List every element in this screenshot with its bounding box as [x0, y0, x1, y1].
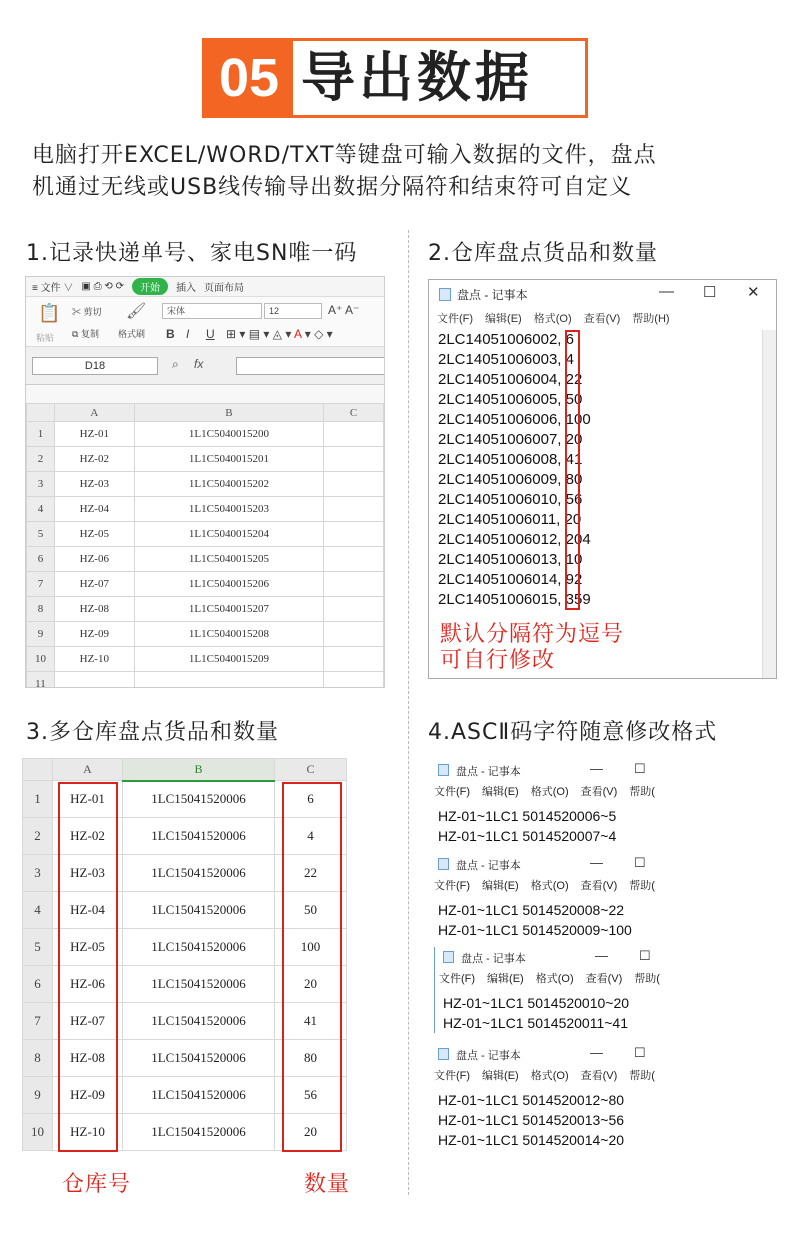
menu-file[interactable]: 文件(F): [439, 973, 476, 985]
row-header[interactable]: 2: [27, 447, 55, 472]
separator: ,: [557, 391, 562, 408]
table-row: [27, 622, 384, 647]
text-line: [438, 550, 776, 570]
separator: ,: [557, 371, 562, 388]
text-line: [438, 530, 776, 550]
text-line: [438, 490, 776, 510]
tab-page-layout[interactable]: 页面布局: [203, 283, 244, 294]
item-qty: 20: [565, 431, 583, 448]
maximize-icon[interactable]: ☐: [634, 761, 646, 776]
item-code: 2LC14051006006: [438, 411, 558, 428]
menu-file[interactable]: 文件(F): [434, 880, 471, 892]
text-line: [438, 410, 776, 430]
cell-c[interactable]: [324, 647, 384, 672]
section-badge: [202, 38, 588, 118]
cell-a[interactable]: HZ-10: [54, 647, 134, 672]
warehouse-highlight: [58, 782, 118, 1152]
menu-help[interactable]: 帮助(: [629, 1070, 655, 1082]
text-line: HZ-01~1LC1 5014520013~56: [438, 1112, 625, 1128]
cell-a[interactable]: HZ-07: [54, 572, 134, 597]
item-code: 2LC14051006002: [438, 331, 558, 348]
row-header[interactable]: 10: [27, 647, 55, 672]
note-line-1: 默认分隔符为逗号: [440, 622, 625, 647]
font-size-select[interactable]: 12: [264, 303, 322, 319]
paste-icon[interactable]: 📋: [38, 303, 61, 323]
mini-notepad-2: [430, 854, 700, 940]
cell-b[interactable]: [134, 672, 324, 689]
text-line: [438, 350, 776, 370]
mini-notepad-3: [434, 947, 704, 1033]
intro-line-2: 机通过无线或USB线传输导出数据分隔符和结束符可自定义: [32, 175, 633, 200]
menu-edit[interactable]: 编辑(E): [485, 313, 522, 325]
cell-c[interactable]: 41: [275, 1003, 347, 1040]
menu-file[interactable]: 文件(F): [437, 313, 474, 325]
cell-b[interactable]: 1L1C5040015200: [134, 422, 324, 447]
cell-c[interactable]: 50: [275, 892, 347, 929]
text-line: [438, 570, 776, 590]
copy-label: 复制: [80, 329, 99, 339]
col-header-b[interactable]: B: [134, 404, 324, 422]
cell-c[interactable]: 100: [275, 929, 347, 966]
cell-b[interactable]: 1LC15041520006: [123, 781, 275, 818]
formula-input[interactable]: [236, 357, 385, 375]
font-select[interactable]: 宋体: [162, 303, 262, 319]
menu-view[interactable]: 查看(V): [580, 786, 618, 798]
cell-a[interactable]: HZ-03: [54, 472, 134, 497]
separator: ,: [557, 531, 562, 548]
text-line: [438, 330, 776, 350]
table-row: [27, 597, 384, 622]
text-line: HZ-01~1LC1 5014520006~5: [438, 808, 617, 824]
cell-b[interactable]: 1LC15041520006: [123, 855, 275, 892]
separator: ,: [557, 351, 562, 368]
tab-start[interactable]: 开始: [132, 278, 168, 295]
cell-c[interactable]: 20: [275, 1114, 347, 1151]
cell-b[interactable]: 1L1C5040015207: [134, 597, 324, 622]
text-line: [438, 390, 776, 410]
table-row: [27, 672, 384, 689]
menu-help[interactable]: 帮助(: [629, 786, 655, 798]
cell-b[interactable]: 1L1C5040015208: [134, 622, 324, 647]
minimize-icon[interactable]: —: [595, 948, 608, 963]
table-row: [27, 647, 384, 672]
border-icon[interactable]: ⊞ ▾ ▤ ▾ ◬ ▾ A ▾ ◇ ▾: [226, 327, 333, 341]
quantity-label: 数量: [304, 1172, 351, 1197]
cell-b[interactable]: 1L1C5040015209: [134, 647, 324, 672]
item-code: 2LC14051006012: [438, 531, 558, 548]
cell-c[interactable]: 4: [275, 818, 347, 855]
warehouse-label: 仓库号: [62, 1172, 132, 1197]
cell-b[interactable]: 1LC15041520006: [123, 1040, 275, 1077]
item-qty: 50: [565, 391, 583, 408]
save-icon[interactable]: ▣ ⎙ ⟲ ⟳: [81, 281, 124, 292]
row-header[interactable]: 6: [27, 547, 55, 572]
cell-c[interactable]: 22: [275, 855, 347, 892]
maximize-icon[interactable]: ☐: [634, 1045, 646, 1060]
cell-b[interactable]: 1L1C5040015201: [134, 447, 324, 472]
menu-bar: [430, 782, 700, 800]
separator: ,: [557, 571, 562, 588]
item-qty: 80: [565, 471, 583, 488]
ribbon: [26, 297, 384, 347]
item-code: 2LC14051006014: [438, 571, 558, 588]
menu-file[interactable]: ≡ 文件 ∨: [32, 283, 74, 294]
close-icon[interactable]: ✕: [747, 284, 760, 301]
row-header[interactable]: 8: [27, 597, 55, 622]
text-line: [438, 430, 776, 450]
notepad-icon: [439, 288, 451, 301]
section-number: 05: [205, 41, 293, 115]
item-code: 2LC14051006003: [438, 351, 558, 368]
window-title: 盘点 - 记事本: [456, 1050, 521, 1062]
bold-button[interactable]: B: [166, 327, 175, 341]
cell-c[interactable]: [324, 672, 384, 689]
cut-button[interactable]: ✂ 剪切: [72, 307, 102, 317]
cell-c[interactable]: 6: [275, 781, 347, 818]
item-code: 2LC14051006004: [438, 371, 558, 388]
separator: ,: [557, 431, 562, 448]
item-qty: 56: [565, 491, 583, 508]
cell-a[interactable]: HZ-04: [54, 497, 134, 522]
cell-a[interactable]: [54, 672, 134, 689]
item-qty: 22: [565, 371, 583, 388]
note-line-2: 可自行修改: [440, 648, 556, 673]
menu-edit[interactable]: 编辑(E): [487, 973, 524, 985]
text-line: HZ-01~1LC1 5014520009~100: [438, 922, 632, 938]
cell-b[interactable]: 1LC15041520006: [123, 966, 275, 1003]
section3-title: 3.多仓库盘点货品和数量: [26, 720, 279, 745]
menu-file[interactable]: 文件(F): [434, 786, 471, 798]
table-row: [27, 447, 384, 472]
menu-bar: [430, 1066, 700, 1084]
title-bar: [430, 1044, 700, 1066]
menu-view[interactable]: 查看(V): [583, 313, 621, 325]
minimize-icon[interactable]: —: [659, 283, 674, 300]
section4-title: 4.ASCⅡ码字符随意修改格式: [428, 720, 718, 745]
text-line: HZ-01~1LC1 5014520014~20: [438, 1132, 625, 1148]
text-line: [438, 370, 776, 390]
menu-edit[interactable]: 编辑(E): [482, 786, 519, 798]
select-all-corner[interactable]: [27, 404, 55, 422]
item-code: 2LC14051006015: [438, 591, 558, 608]
title-bar: [435, 947, 704, 969]
cell-b[interactable]: 1LC15041520006: [123, 892, 275, 929]
row-header[interactable]: 3: [27, 472, 55, 497]
text-line: [438, 450, 776, 470]
text-line: [438, 590, 776, 610]
cell-a[interactable]: HZ-03: [53, 855, 123, 892]
item-code: 2LC14051006007: [438, 431, 558, 448]
maximize-icon[interactable]: ☐: [634, 855, 646, 870]
cell-a[interactable]: HZ-05: [54, 522, 134, 547]
item-code: 2LC14051006005: [438, 391, 558, 408]
select-all-corner[interactable]: [23, 759, 53, 781]
item-code: 2LC14051006013: [438, 551, 558, 568]
menu-help[interactable]: 帮助(H): [632, 313, 670, 325]
item-qty: 100: [565, 411, 591, 428]
table-row: [27, 472, 384, 497]
row-header[interactable]: 7: [27, 572, 55, 597]
menu-view[interactable]: 查看(V): [585, 973, 623, 985]
cell-c[interactable]: [324, 447, 384, 472]
maximize-icon[interactable]: ☐: [639, 948, 651, 963]
cell-a[interactable]: HZ-01: [53, 781, 123, 818]
cell-a[interactable]: HZ-02: [54, 447, 134, 472]
spreadsheet-window: [25, 276, 385, 688]
cell-b[interactable]: 1LC15041520006: [123, 1003, 275, 1040]
menu-format[interactable]: 格式(O): [535, 973, 574, 985]
item-code: 2LC14051006008: [438, 451, 558, 468]
menu-bar: [430, 876, 700, 894]
row-header[interactable]: 11: [27, 672, 55, 689]
menu-format[interactable]: 格式(O): [533, 313, 572, 325]
cell-c[interactable]: [324, 522, 384, 547]
maximize-icon[interactable]: ☐: [703, 284, 717, 301]
minimize-icon[interactable]: —: [590, 1045, 603, 1060]
window-title: 盘点 - 记事本: [456, 766, 521, 778]
item-qty: 41: [565, 451, 583, 468]
separator: ,: [556, 511, 561, 528]
notepad-window: [428, 279, 777, 679]
row-header[interactable]: 9: [23, 1077, 53, 1114]
cell-b[interactable]: 1L1C5040015203: [134, 497, 324, 522]
cell-a[interactable]: HZ-09: [53, 1077, 123, 1114]
cell-c[interactable]: [324, 472, 384, 497]
cell-c[interactable]: 56: [275, 1077, 347, 1114]
menu-bar: [429, 308, 776, 328]
cell-b[interactable]: 1L1C5040015202: [134, 472, 324, 497]
row-header[interactable]: 9: [27, 622, 55, 647]
separator: ,: [557, 331, 562, 348]
cell-a[interactable]: HZ-04: [53, 892, 123, 929]
text-line: HZ-01~1LC1 5014520010~20: [443, 995, 630, 1011]
separator-highlight: [565, 330, 580, 610]
title-bar: [430, 854, 700, 876]
item-code: 2LC14051006011: [438, 511, 557, 528]
text-area[interactable]: [429, 328, 776, 610]
separator: ,: [557, 491, 562, 508]
table-row: [27, 547, 384, 572]
cell-a[interactable]: HZ-05: [53, 929, 123, 966]
row-header[interactable]: 5: [27, 522, 55, 547]
cell-a[interactable]: HZ-08: [53, 1040, 123, 1077]
cell-a[interactable]: HZ-07: [53, 1003, 123, 1040]
row-header[interactable]: 2: [23, 818, 53, 855]
cell-c[interactable]: [324, 597, 384, 622]
item-qty: 359: [565, 591, 591, 608]
separator: ,: [557, 471, 562, 488]
cell-a[interactable]: HZ-08: [54, 597, 134, 622]
paste-label[interactable]: 粘贴: [36, 333, 55, 343]
minimize-icon[interactable]: —: [590, 761, 603, 776]
row-header[interactable]: 4: [27, 497, 55, 522]
separator: ,: [557, 551, 562, 568]
table-row: [27, 572, 384, 597]
col-header-c[interactable]: C: [275, 759, 347, 781]
item-qty: 92: [565, 571, 583, 588]
cell-b[interactable]: 1L1C5040015206: [134, 572, 324, 597]
separator: ,: [557, 451, 562, 468]
menu-view[interactable]: 查看(V): [580, 880, 618, 892]
col-header-b[interactable]: B: [123, 759, 275, 781]
zoom-icon[interactable]: ⌕: [172, 357, 179, 371]
menu-edit[interactable]: 编辑(E): [482, 880, 519, 892]
col-header-a[interactable]: A: [54, 404, 134, 422]
table-row: [27, 497, 384, 522]
underline-button[interactable]: U: [206, 327, 215, 341]
row-header[interactable]: 8: [23, 1040, 53, 1077]
window-title: 盘点 - 记事本: [457, 288, 528, 302]
row-header[interactable]: 7: [23, 1003, 53, 1040]
menu-edit[interactable]: 编辑(E): [482, 1070, 519, 1082]
row-header[interactable]: 1: [27, 422, 55, 447]
row-header[interactable]: 4: [23, 892, 53, 929]
table-row: [27, 522, 384, 547]
item-code: 2LC14051006009: [438, 471, 558, 488]
notepad-icon: [438, 1048, 449, 1060]
cell-a[interactable]: HZ-01: [54, 422, 134, 447]
cell-c[interactable]: [324, 497, 384, 522]
col-header-c[interactable]: C: [324, 404, 384, 422]
italic-button[interactable]: I: [186, 327, 190, 341]
row-header[interactable]: 10: [23, 1114, 53, 1151]
item-qty: 204: [565, 531, 591, 548]
sheet-grid: [26, 403, 384, 688]
window-title: 盘点 - 记事本: [456, 860, 521, 872]
name-box[interactable]: D18: [32, 357, 158, 375]
text-line: HZ-01~1LC1 5014520007~4: [438, 828, 617, 844]
tab-insert[interactable]: 插入: [175, 283, 196, 294]
menu-format[interactable]: 格式(O): [530, 880, 569, 892]
cell-b[interactable]: 1L1C5040015205: [134, 547, 324, 572]
separator: ,: [557, 591, 562, 608]
cell-a[interactable]: HZ-06: [54, 547, 134, 572]
menu-bar: [435, 969, 704, 987]
formula-bar: [26, 347, 384, 385]
title-bar: [430, 760, 700, 782]
cell-b[interactable]: 1LC15041520006: [123, 1114, 275, 1151]
item-qty: 10: [565, 551, 583, 568]
item-qty: 4: [565, 351, 574, 368]
text-line: [438, 470, 776, 490]
notepad-icon: [443, 951, 454, 963]
menu-help[interactable]: 帮助(: [634, 973, 660, 985]
cell-b[interactable]: 1LC15041520006: [123, 1077, 275, 1114]
row-header[interactable]: 1: [23, 781, 53, 818]
notepad-icon: [438, 858, 449, 870]
table-row: [27, 422, 384, 447]
quantity-highlight: [282, 782, 342, 1152]
cell-a[interactable]: HZ-09: [54, 622, 134, 647]
cell-b[interactable]: 1LC15041520006: [123, 818, 275, 855]
text-line: [438, 510, 776, 530]
column-divider: [408, 230, 409, 1195]
cell-b[interactable]: 1LC15041520006: [123, 929, 275, 966]
cell-a[interactable]: HZ-02: [53, 818, 123, 855]
title-bar: [429, 280, 776, 308]
cell-a[interactable]: HZ-10: [53, 1114, 123, 1151]
cell-c[interactable]: [324, 422, 384, 447]
cell-a[interactable]: HZ-06: [53, 966, 123, 1003]
row-header[interactable]: 6: [23, 966, 53, 1003]
text-line: HZ-01~1LC1 5014520011~41: [443, 1015, 629, 1031]
cell-c[interactable]: [324, 572, 384, 597]
cell-c[interactable]: 20: [275, 966, 347, 1003]
text-line: HZ-01~1LC1 5014520008~22: [438, 902, 625, 918]
section-title: 导出数据: [301, 46, 533, 109]
mini-notepad-1: [430, 760, 700, 846]
minimize-icon[interactable]: —: [590, 855, 603, 870]
row-header[interactable]: 5: [23, 929, 53, 966]
cell-b[interactable]: 1L1C5040015204: [134, 522, 324, 547]
menu-help[interactable]: 帮助(: [629, 880, 655, 892]
cell-c[interactable]: [324, 547, 384, 572]
item-qty: 20: [564, 511, 582, 528]
notepad-icon: [438, 764, 449, 776]
cell-c[interactable]: [324, 622, 384, 647]
item-qty: 6: [565, 331, 574, 348]
cell-c[interactable]: 80: [275, 1040, 347, 1077]
intro-line-1: 电脑打开EXCEL/WORD/TXT等键盘可输入数据的文件，盘点: [32, 143, 657, 168]
row-header[interactable]: 3: [23, 855, 53, 892]
menu-bar: [26, 277, 384, 297]
scrollbar[interactable]: [762, 330, 776, 679]
format-painter-icon[interactable]: 🖌: [126, 303, 147, 320]
window-title: 盘点 - 记事本: [461, 953, 526, 965]
menu-format[interactable]: 格式(O): [530, 786, 569, 798]
item-code: 2LC14051006010: [438, 491, 558, 508]
fx-icon[interactable]: fx: [194, 357, 204, 371]
text-line: HZ-01~1LC1 5014520012~80: [438, 1092, 625, 1108]
format-painter-label[interactable]: 格式刷: [118, 329, 146, 339]
menu-file[interactable]: 文件(F): [434, 1070, 471, 1082]
font-grow-icon[interactable]: A⁺ A⁻: [328, 303, 360, 317]
menu-view[interactable]: 查看(V): [580, 1070, 618, 1082]
mini-notepad-4: [430, 1044, 700, 1150]
section1-title: 1.记录快递单号、家电SN唯一码: [26, 241, 358, 266]
separator: ,: [557, 411, 562, 428]
copy-button[interactable]: ⧉ 复制: [72, 329, 99, 339]
menu-format[interactable]: 格式(O): [530, 1070, 569, 1082]
section2-title: 2.仓库盘点货品和数量: [428, 241, 658, 266]
col-header-a[interactable]: A: [53, 759, 123, 781]
